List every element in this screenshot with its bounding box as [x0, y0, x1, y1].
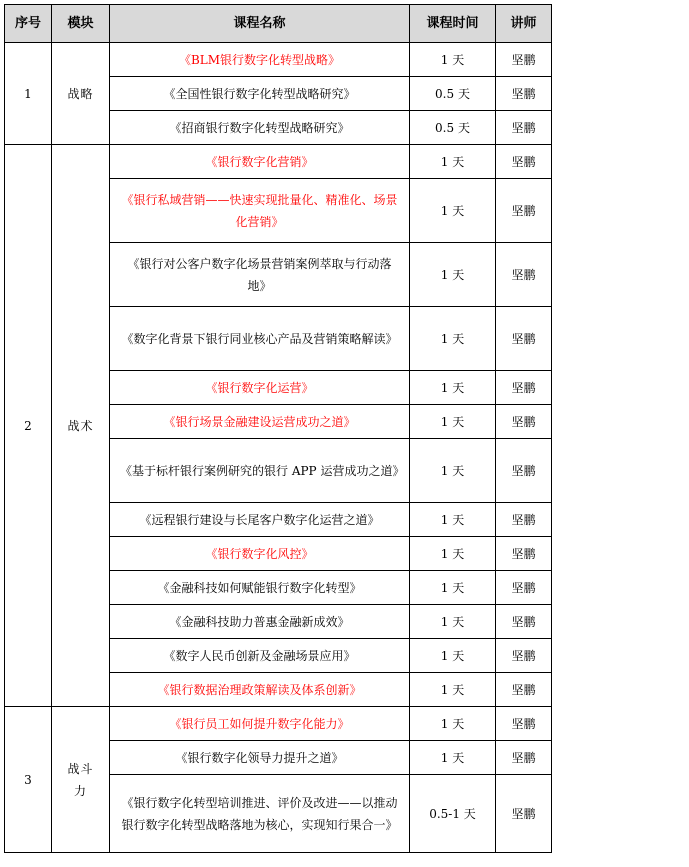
course-teacher: 坚鹏	[496, 571, 552, 605]
course-time: 0.5 天	[410, 77, 496, 111]
course-time: 1 天	[410, 571, 496, 605]
table-row	[5, 145, 552, 179]
module-cell: 战斗力	[52, 707, 110, 853]
course-teacher: 坚鹏	[496, 145, 552, 179]
course-teacher: 坚鹏	[496, 405, 552, 439]
course-teacher: 坚鹏	[496, 371, 552, 405]
module-cell: 战略	[52, 43, 110, 145]
header-module: 模块	[52, 5, 110, 43]
course-time: 1 天	[410, 503, 496, 537]
header-teacher: 讲师	[496, 5, 552, 43]
course-teacher: 坚鹏	[496, 707, 552, 741]
course-time: 1 天	[410, 673, 496, 707]
course-teacher: 坚鹏	[496, 741, 552, 775]
course-name: 《银行对公客户数字化场景营销案例萃取与行动落地》	[110, 243, 410, 307]
course-time: 1 天	[410, 243, 496, 307]
course-name: 《数字人民币创新及金融场景应用》	[110, 639, 410, 673]
table-row	[5, 43, 552, 77]
course-teacher: 坚鹏	[496, 111, 552, 145]
course-time: 1 天	[410, 371, 496, 405]
course-name: 《银行数字化领导力提升之道》	[110, 741, 410, 775]
course-name: 《全国性银行数字化转型战略研究》	[110, 77, 410, 111]
seq-cell: 3	[5, 707, 52, 853]
course-teacher: 坚鹏	[496, 503, 552, 537]
course-name: 《银行员工如何提升数字化能力》	[110, 707, 410, 741]
course-teacher: 坚鹏	[496, 673, 552, 707]
course-name: 《银行数字化营销》	[110, 145, 410, 179]
course-teacher: 坚鹏	[496, 179, 552, 243]
seq-cell: 2	[5, 145, 52, 707]
course-name: 《金融科技助力普惠金融新成效》	[110, 605, 410, 639]
course-teacher: 坚鹏	[496, 43, 552, 77]
course-table	[4, 4, 552, 853]
course-name: 《远程银行建设与长尾客户数字化运营之道》	[110, 503, 410, 537]
course-time: 1 天	[410, 439, 496, 503]
course-name: 《银行数字化转型培训推进、评价及改进——以推动银行数字化转型战略落地为核心，实现知行果合一》	[110, 775, 410, 853]
course-time: 1 天	[410, 639, 496, 673]
course-teacher: 坚鹏	[496, 77, 552, 111]
course-teacher: 坚鹏	[496, 439, 552, 503]
course-name: 《银行数字化运营》	[110, 371, 410, 405]
course-time: 1 天	[410, 179, 496, 243]
course-time: 1 天	[410, 741, 496, 775]
course-time: 1 天	[410, 307, 496, 371]
course-name: 《招商银行数字化转型战略研究》	[110, 111, 410, 145]
course-time: 1 天	[410, 537, 496, 571]
header-seq: 序号	[5, 5, 52, 43]
course-name: 《银行数据治理政策解读及体系创新》	[110, 673, 410, 707]
course-teacher: 坚鹏	[496, 605, 552, 639]
header-course-time: 课程时间	[410, 5, 496, 43]
course-time: 1 天	[410, 145, 496, 179]
course-time: 1 天	[410, 405, 496, 439]
course-time: 1 天	[410, 43, 496, 77]
course-teacher: 坚鹏	[496, 639, 552, 673]
course-time: 0.5 天	[410, 111, 496, 145]
seq-cell: 1	[5, 43, 52, 145]
course-teacher: 坚鹏	[496, 775, 552, 853]
course-time: 1 天	[410, 605, 496, 639]
course-name: 《数字化背景下银行同业核心产品及营销策略解读》	[110, 307, 410, 371]
course-name: 《银行数字化风控》	[110, 537, 410, 571]
course-name: 《基于标杆银行案例研究的银行 APP 运营成功之道》	[110, 439, 410, 503]
course-teacher: 坚鹏	[496, 537, 552, 571]
table-row	[5, 707, 552, 741]
course-name: 《银行私域营销——快速实现批量化、精准化、场景化营销》	[110, 179, 410, 243]
course-time: 0.5-1 天	[410, 775, 496, 853]
header-course-name: 课程名称	[110, 5, 410, 43]
module-cell: 战术	[52, 145, 110, 707]
course-teacher: 坚鹏	[496, 307, 552, 371]
course-name: 《银行场景金融建设运营成功之道》	[110, 405, 410, 439]
header-row	[5, 5, 552, 43]
course-body	[5, 43, 552, 853]
course-teacher: 坚鹏	[496, 243, 552, 307]
course-name: 《金融科技如何赋能银行数字化转型》	[110, 571, 410, 605]
course-time: 1 天	[410, 707, 496, 741]
course-name: 《BLM银行数字化转型战略》	[110, 43, 410, 77]
